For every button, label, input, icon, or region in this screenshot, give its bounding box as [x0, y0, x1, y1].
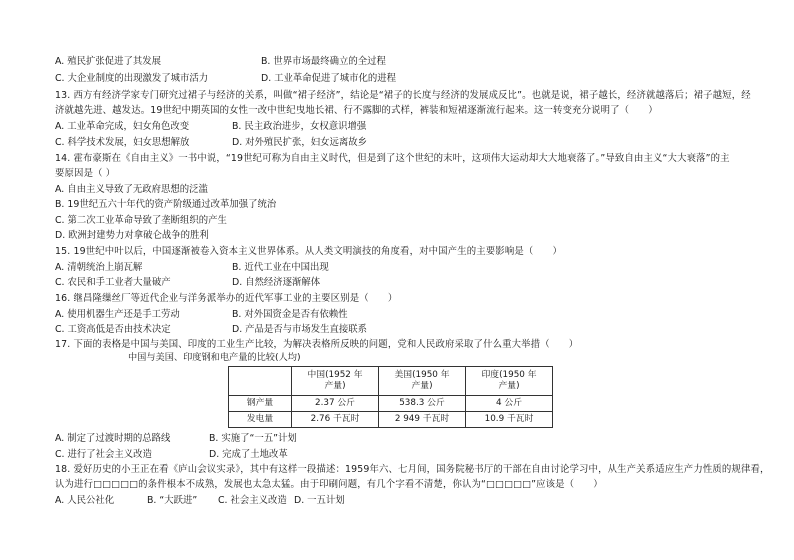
table-cell: 钢产量 — [229, 396, 292, 412]
table-cell: 10.9 千瓦时 — [466, 412, 553, 428]
q17-stem: 17. 下面的表格是中国与美国、印度的工业生产比较，为解决表格所反映的问题，党和人民政府采取了什么重大举措（ ） — [55, 339, 579, 350]
table-row — [229, 396, 553, 412]
table-header-cell: 中国(1952 年 产量) — [292, 367, 379, 396]
q17-option-b: B. 实施了“一五”计划 — [209, 433, 297, 444]
q13-option-c: C. 科学技术发展，妇女思想解放 — [55, 137, 190, 148]
q15-option-b: B. 近代工业在中国出现 — [232, 262, 329, 273]
q14-option-c: C. 第二次工业革命导致了垄断组织的产生 — [55, 215, 227, 226]
q13-option-d: D. 对外殖民扩张，妇女远离故乡 — [232, 137, 368, 148]
q16-option-d: D. 产品是否与市场发生直接联系 — [232, 324, 368, 335]
q18-stem-line-2: 认为进行□□□□□的条件根本不成熟，发展也太急太猛。由于印刷问题，有几个字看不清楚，你认为“□□□□□”应该是（ ） — [55, 479, 603, 490]
q18-option-a: A. 人民公社化 — [55, 495, 115, 506]
table-cell: 4 公斤 — [466, 396, 553, 412]
table-header-cell: 美国(1950 年 产量) — [379, 367, 466, 396]
q12-option-d: D. 工业革命促进了城市化的进程 — [261, 73, 397, 84]
q18-stem-line-1: 18. 爱好历史的小王正在看《庐山会议实录》，其中有这样一段描述：1959年六、七月间，国务院秘书厅的干部在自由讨论学习中，从生产关系适应生产力性质的规律看， — [55, 464, 770, 475]
table-cell: 538.3 公斤 — [379, 396, 466, 412]
q16-option-a: A. 使用机器生产还是手工劳动 — [55, 309, 180, 320]
table-row — [229, 412, 553, 428]
q12-option-a: A. 殖民扩张促进了其发展 — [55, 56, 161, 67]
q14-option-a: A. 自由主义导致了无政府思想的泛滥 — [55, 184, 208, 195]
q15-option-c: C. 农民和手工业者大量破产 — [55, 277, 171, 288]
q13-option-a: A. 工业革命完成，妇女角色改变 — [55, 121, 190, 132]
q18-option-d: D. 一五计划 — [294, 495, 345, 506]
q14-stem-line-1: 14. 霍布豪斯在《自由主义》一书中说，“19世纪可称为自由主义时代，但是到了这个世纪的末叶，这项伟大运动却大大地衰落了。”导致自由主义“大大衰落”的主 — [55, 153, 730, 164]
q15-option-d: D. 自然经济逐渐解体 — [232, 277, 321, 288]
table-cell: 2 949 千瓦时 — [379, 412, 466, 428]
q14-option-d: D. 欧洲封建势力对拿破仑战争的胜利 — [55, 230, 209, 241]
q18-option-b: B. “大跃进” — [147, 495, 198, 506]
q17-comparison-table — [228, 366, 553, 428]
q17-option-a: A. 制定了过渡时期的总路线 — [55, 433, 171, 444]
table-header-row — [229, 367, 553, 396]
q13-stem-line-2: 济就越先进、越发达。19世纪中期英国的女性一改中世纪曳地长裙、行不露脚的式样，裤装和短裙逐渐流行起来。这一转变充分说明了（ ） — [55, 105, 658, 116]
table-header-cell — [229, 367, 292, 396]
q17-table-caption: 中国与美国、印度钢和电产量的比较(人均) — [128, 352, 301, 363]
q12-option-b: B. 世界市场最终确立的全过程 — [261, 56, 386, 67]
q13-option-b: B. 民主政治进步，女权意识增强 — [232, 121, 367, 132]
q18-option-c: C. 社会主义改造 — [218, 495, 287, 506]
q13-stem-line-1: 13. 西方有经济学家专门研究过裙子与经济的关系，叫做“裙子经济”，结论是“裙子的长度与经济的发展成反比”。也就是说，裙子越长，经济就越落后；裙子越短，经 — [55, 90, 751, 101]
table-cell: 2.76 千瓦时 — [292, 412, 379, 428]
q14-stem-line-2: 要原因是（ ） — [55, 168, 116, 179]
q17-option-d: D. 完成了土地改革 — [209, 449, 288, 460]
q15-stem: 15. 19世纪中叶以后，中国逐渐被卷入资本主义世界体系。从人类文明演技的角度看，对中国产生的主要影响是（ ） — [55, 246, 562, 257]
table-header-cell: 印度(1950 年 产量) — [466, 367, 553, 396]
q16-option-b: B. 对外国资金是否有依赖性 — [232, 309, 348, 320]
q14-option-b: B. 19世纪五六十年代的资产阶级通过改革加强了统治 — [55, 199, 277, 210]
q16-option-c: C. 工资高低是否由技术决定 — [55, 324, 171, 335]
q12-option-c: C. 大企业制度的出现激发了城市活力 — [55, 73, 209, 84]
table-cell: 发电量 — [229, 412, 292, 428]
q16-stem: 16. 继昌隆缫丝厂等近代企业与洋务派举办的近代军事工业的主要区别是（ ） — [55, 293, 398, 304]
q17-option-c: C. 进行了社会主义改造 — [55, 449, 152, 460]
table-cell: 2.37 公斤 — [292, 396, 379, 412]
q15-option-a: A. 清朝统治上崩瓦解 — [55, 262, 143, 273]
